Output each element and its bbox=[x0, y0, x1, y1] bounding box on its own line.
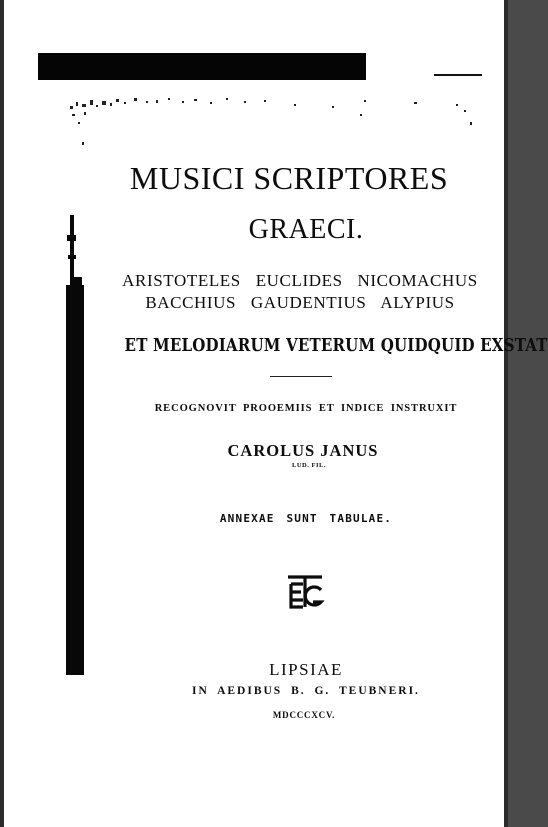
scan-speckle-noise bbox=[64, 92, 484, 152]
editor-suffix: LUD. FIL. bbox=[292, 462, 326, 469]
teubner-monogram-icon bbox=[285, 572, 325, 612]
authors-line-2: BACCHIUS GAUDENTIUS ALYPIUS bbox=[145, 293, 455, 312]
book-subtitle: GRAECI. bbox=[248, 214, 364, 245]
annex-note: ANNEXAE SUNT TABULAE. bbox=[219, 512, 393, 525]
imprint-city: LIPSIAE bbox=[269, 660, 343, 679]
authors-line-1: ARISTOTELES EUCLIDES NICOMACHUS bbox=[122, 271, 478, 290]
scan-dash-mark bbox=[434, 74, 482, 76]
imprint-printer: IN AEDIBUS B. G. TEUBNERI. bbox=[192, 685, 420, 697]
editor-name: CAROLUS JANUS bbox=[227, 441, 379, 460]
redaction-bar bbox=[38, 53, 366, 80]
imprint-year: MDCCCXCV. bbox=[272, 710, 336, 720]
melodiae-line: ET MELODIARUM VETERUM QUIDQUID EXSTAT bbox=[124, 336, 548, 356]
recognovit-line: RECOGNOVIT PROOEMIIS ET INDICE INSTRUXIT bbox=[154, 403, 458, 414]
viewer-frame-right bbox=[504, 0, 508, 827]
divider-rule bbox=[270, 376, 332, 377]
book-title: MUSICI SCRIPTORES bbox=[129, 160, 449, 196]
title-page bbox=[4, 0, 548, 827]
